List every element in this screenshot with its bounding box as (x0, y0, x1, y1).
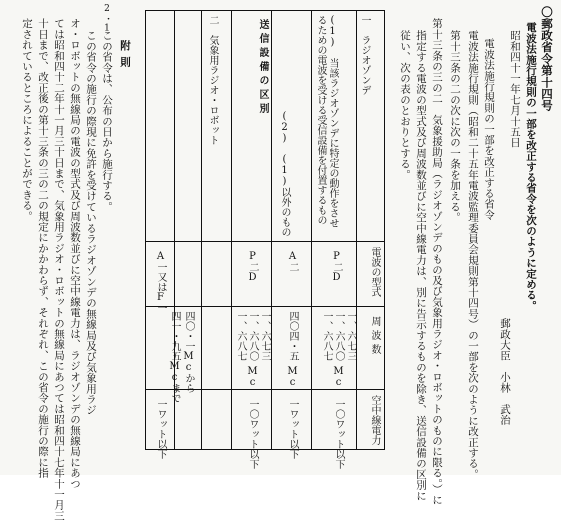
header-power: 空中線電力 (369, 395, 380, 445)
row2-freq-2: 四一・九五Mcまで (169, 311, 180, 403)
row1-sub1-label: (1) 当該ラジオゾンデに特定の動作をさせるための電波を受ける受信設備を付置するもの (315, 15, 338, 228)
row1-sub1-type: P二D (331, 251, 342, 283)
article-line-1: 第十三条の三の二 気象援助局（ラジオゾンデのもの及び気象用ラジオ・ロボットのものに限る。）に (431, 18, 443, 505)
col-sep-1 (356, 11, 357, 449)
header-category: 送信設備の区別 (257, 19, 268, 117)
article-line-2: 指定する電波の型式及び周波数並びに空中線電力は、別に告示するものを除き、送信設備の区別に (415, 30, 427, 501)
amend-line: 電波法施行規則（昭和二十五年電波監理委員会規則第十四号）の一部を次のように改正する。 (467, 30, 479, 480)
frequency-table (145, 10, 385, 469)
supplementary-heading: 附則 (119, 40, 131, 73)
supplementary-para-2e: 定されているところによることができる。 (21, 18, 33, 222)
row1-sub2-type: A二 (287, 251, 298, 272)
row1-sub3-unit: Mc (247, 366, 258, 388)
supplementary-para-2a: この省令の施行の際現に免許を受けているラジオゾンデの無線局及び気象用ラジ (85, 30, 97, 416)
row1-sub1-unit: Mc (333, 366, 344, 388)
header-frequency: 周波数 (369, 316, 380, 358)
col-sep-5 (201, 11, 202, 449)
ordinance-name: 電波法施行規則の一部を改正する省令 (483, 38, 495, 220)
row1-sub2-power: 一ワット以下 (287, 399, 298, 459)
row1-sub3-freq-2: 一、六八〇 (247, 311, 258, 361)
row2-type: A一又はF一 (155, 251, 166, 313)
row1-sub1-freq-1: 一、六七三 (345, 311, 356, 361)
article-line-3: 従い、次の表のとおりとする。 (399, 30, 411, 180)
row1-sub1-freq-2: 一、六八〇 (333, 311, 344, 361)
row1-sub3-power: 一〇ワット以下 (247, 399, 258, 469)
row1-sub2-label: (2) (1)以外のもの (279, 111, 290, 237)
col-sep-3 (271, 11, 272, 449)
header-type: 電波の型式 (369, 247, 380, 297)
supplementary-para-1: この省令は、公布の日から施行する。 (101, 30, 113, 212)
row2-category: 二 気象用ラジオ・ロボット (207, 15, 218, 145)
row1-category: 一 ラジオゾンデ (359, 15, 370, 95)
supplementary-para-2c: ては昭和四十二年十一月三十日まで、気象用ラジオ・ロボットの無線局にあつては昭和四十七年十一月三 (53, 18, 65, 521)
page-mark: 2・1 (102, 4, 112, 34)
supplementary-para-2b: オ・ロボットの無線局の電波の型式及び周波数並びに空中線電力は、ラジオゾンデの無線局にあつ (69, 18, 81, 489)
date-line: 昭和四十一年七月十五日 (509, 30, 521, 148)
row2-freq-1: 四〇・一Mcから (183, 311, 194, 393)
col-sep-2 (311, 11, 312, 449)
signature: 郵政大臣 小林 武治 (499, 318, 511, 425)
col-sep-4 (231, 11, 232, 449)
row1-sub2-unit: Mc (287, 366, 298, 388)
row1-sub1-power: 一〇ワット以下 (333, 399, 344, 469)
table-divider-type (146, 306, 384, 307)
add-line: 第十三条の二の次に次の一条を加える。 (449, 30, 461, 223)
row1-sub3-type: P二D (247, 251, 258, 283)
ordinance-title: 〇郵政省令第十四号 (540, 6, 554, 112)
intro-line: 電波法施行規則の一部を改正する省令を次のように定める。 (525, 22, 537, 311)
row1-sub3-freq-1: 一、六七三 (259, 311, 270, 361)
row1-sub2-freq-1: 四〇四・五 (287, 311, 298, 361)
supplementary-para-2d: 十日まで、改正後の第十三条の三の二の規定にかかわらず、それぞれ、この省令の施行の際に指 (37, 18, 49, 479)
row1-sub1-freq-3: 一、六八七 (321, 311, 332, 361)
row2-power: 一ワット以下 (155, 399, 166, 459)
row1-sub3-freq-3: 一、六八七 (235, 311, 246, 361)
table-header-divider (146, 241, 384, 242)
